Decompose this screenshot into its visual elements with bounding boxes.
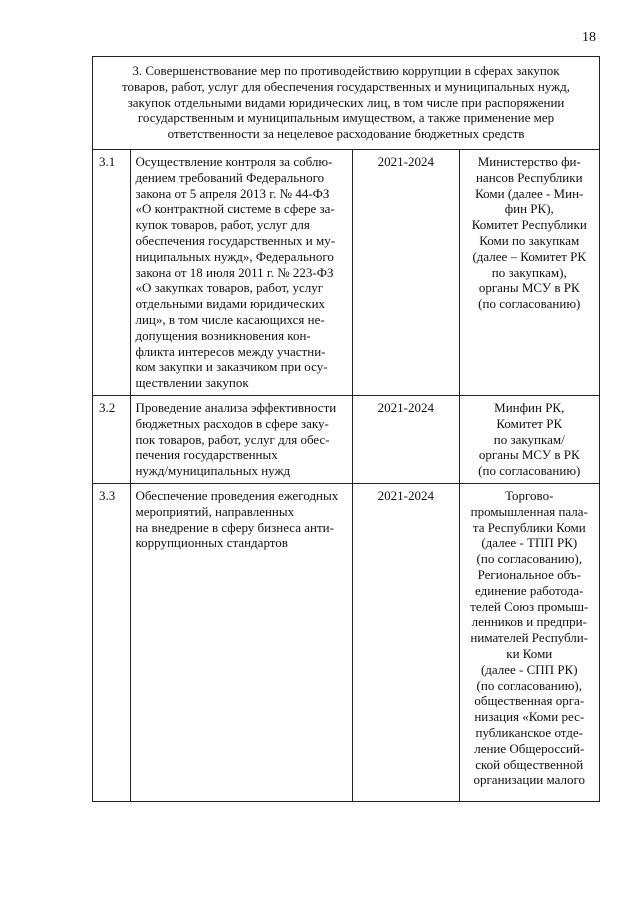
- desc-line: печения государственных: [135, 447, 278, 463]
- exec-line: Коми по закупкам: [479, 232, 580, 248]
- exec-line: общественная орга-: [474, 693, 585, 709]
- exec-line: (далее - СПП РК): [480, 661, 578, 677]
- desc-line: Проведение анализа эффективности: [135, 400, 337, 415]
- table-row: [93, 396, 600, 484]
- item-number: 3.1: [93, 150, 131, 396]
- exec-line: Региональное объ-: [477, 566, 581, 582]
- exec-line: низация «Коми рес-: [474, 709, 585, 725]
- exec-line: ки Коми: [506, 645, 553, 661]
- exec-line: Коми (далее - Мин-: [475, 185, 584, 201]
- exec-line: (далее – Комитет РК: [472, 248, 587, 264]
- exec-line: (по согласованию): [478, 463, 581, 479]
- exec-line: Торгово-: [505, 487, 554, 503]
- responsible-executors: [459, 483, 599, 801]
- period: 2021-2024: [353, 396, 459, 484]
- exec-line: телей Союз промыш-: [470, 598, 589, 614]
- desc-line: отдельными видами юридических: [135, 296, 326, 312]
- desc-line: лиц», в том числе касающихся не-: [135, 311, 325, 327]
- exec-line: (далее - ТПП РК): [481, 535, 578, 551]
- exec-line: промышленная пала-: [470, 503, 588, 519]
- desc-line: коррупционных стандартов: [135, 535, 288, 551]
- desc-line: «О контрактной системе в сфере за-: [135, 201, 335, 217]
- exec-line: ленников и предпри-: [471, 614, 587, 630]
- exec-line: органы МСУ в РК: [478, 447, 580, 463]
- exec-line: ление Общероссий-: [474, 740, 585, 756]
- exec-line: Министерство фи-: [477, 154, 581, 169]
- desc-line: бюджетных расходов в сфере заку-: [135, 415, 329, 431]
- desc-line: ществлении закупок: [135, 375, 249, 391]
- desc-line: ком закупки и заказчиком при осу-: [135, 359, 328, 375]
- exec-line: фин РК),: [504, 201, 554, 217]
- exec-line: Минфин РК,: [494, 400, 565, 415]
- section-heading-line: закупок отдельными видами юридических лиц, в том числе при распоряжении: [127, 94, 565, 110]
- period: 2021-2024: [353, 150, 459, 396]
- exec-line: нансов Республики: [475, 169, 583, 185]
- desc-line: ниципальных нужд», Федерального: [135, 248, 334, 264]
- exec-line: (по согласованию),: [476, 551, 582, 567]
- desc-line: Осуществление контроля за соблю-: [135, 154, 333, 169]
- desc-line: пок товаров, работ, услуг для обес-: [135, 431, 330, 447]
- desc-line: закона от 5 апреля 2013 г. № 44-ФЗ: [135, 185, 330, 201]
- exec-line: нимателей Республи-: [470, 630, 589, 646]
- desc-line: Обеспечение проведения ежегодных: [135, 487, 339, 503]
- desc-line: фликта интересов между участни-: [135, 343, 326, 359]
- item-number: 3.3: [93, 483, 131, 801]
- exec-line: (по согласованию): [478, 296, 581, 312]
- desc-line: на внедрение в сферу бизнеса анти-: [135, 519, 334, 535]
- responsible-executors: [459, 150, 599, 396]
- table-row: [93, 483, 600, 801]
- exec-line: ской общественной: [475, 756, 584, 772]
- exec-line: единение работодa-: [475, 582, 584, 598]
- desc-line: купок товаров, работ, услуг для: [135, 217, 310, 233]
- exec-line: по закупкам/: [493, 431, 565, 447]
- measure-description: [131, 150, 353, 396]
- section-header-row: [93, 57, 600, 150]
- section-heading-line: ответственности за нецелевое расходование бюджетных средств: [167, 126, 525, 142]
- exec-line: органы МСУ в РК: [478, 280, 580, 296]
- anticorruption-plan-table: [92, 56, 600, 802]
- desc-line: допущения возникновения кон-: [135, 327, 311, 343]
- item-number: 3.2: [93, 396, 131, 484]
- responsible-executors: [459, 396, 599, 484]
- exec-line: публиканское отде-: [475, 724, 584, 740]
- desc-line: «О закупках товаров, работ, услуг: [135, 280, 324, 296]
- exec-line: та Республики Коми: [472, 519, 586, 535]
- desc-line: обеспечения государственных и му-: [135, 232, 336, 248]
- desc-line: нужд/муниципальных нужд: [135, 463, 291, 479]
- exec-line: (по согласованию),: [476, 677, 582, 693]
- exec-line: Комитет РК: [496, 415, 563, 431]
- section-heading-line: государственным и муниципальным имуществом, а также применение мер: [137, 110, 555, 126]
- section-heading-line: 3. Совершенствование мер по противодействию коррупции в сферах закупок: [132, 63, 560, 78]
- table-row: [93, 150, 600, 396]
- section-heading-line: товаров, работ, услуг для обеспечения государственных и муниципальных нужд,: [122, 78, 570, 94]
- period: 2021-2024: [353, 483, 459, 801]
- desc-line: дением требований Федерального: [135, 169, 325, 185]
- exec-line: Комитет Республики: [471, 217, 587, 233]
- measure-description: [131, 483, 353, 801]
- section-heading: [93, 57, 600, 150]
- desc-line: закона от 18 июля 2011 г. № 223-ФЗ: [135, 264, 334, 280]
- exec-line: по закупкам),: [491, 264, 567, 280]
- page-number: 18: [582, 30, 596, 45]
- desc-line: мероприятий, направленных: [135, 503, 295, 519]
- exec-line: организации малого: [473, 772, 586, 788]
- measure-description: [131, 396, 353, 484]
